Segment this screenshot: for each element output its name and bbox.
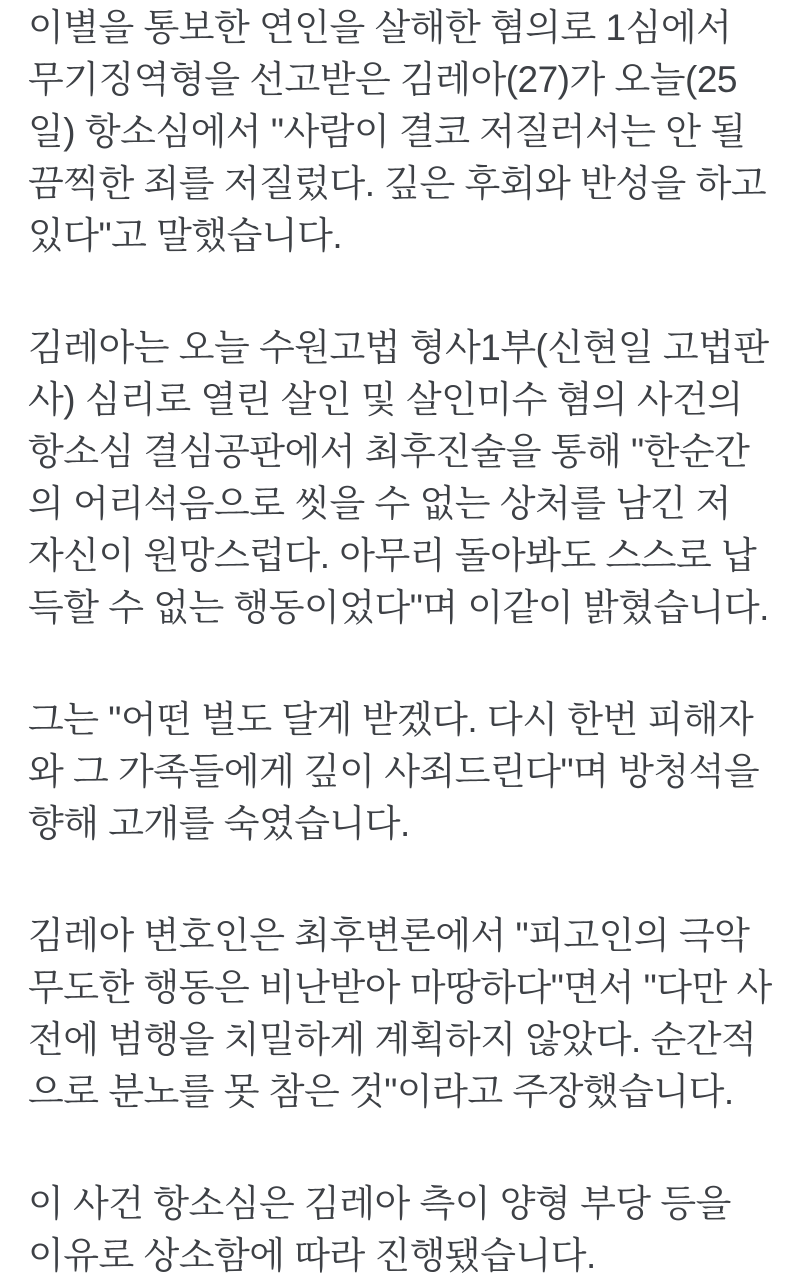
article-paragraph: 이별을 통보한 연인을 살해한 혐의로 1심에서 무기징역형을 선고받은 김레아(27)가 오늘(25일) 항소심에서 "사람이 결코 저질러서는 안 될 끔찍한 죄를 저질렀다. 깊은 후회와 반성을 하고 있다"고 말했습니다. xyxy=(28,7,767,256)
article-paragraph: 김레아는 오늘 수원고법 형사1부(신현일 고법판사) 심리로 열린 살인 및 살인미수 혐의 사건의 항소심 결심공판에서 최후진술을 통해 "한순간의 어리석음으로 씻을 수 없는 상처를 남긴 저 자신이 원망스럽다. 아무리 돌아봐도 스스로 납득할 수 없는 행동이었다"며 이같이 밝혔습니다. xyxy=(28,327,769,628)
article-paragraph: 김레아 변호인은 최후변론에서 "피고인의 극악무도한 행동은 비난받아 마땅하다"면서 "다만 사전에 범행을 치밀하게 계획하지 않았다. 순간적으로 분노를 못 참은 것"이라고 주장했습니다. xyxy=(28,915,772,1112)
article-paragraph: 그는 "어떤 벌도 달게 받겠다. 다시 한번 피해자와 그 가족들에게 깊이 사죄드린다"며 방청석을 향해 고개를 숙였습니다. xyxy=(28,699,760,844)
article-paragraph: 이 사건 항소심은 김레아 측이 양형 부당 등을 이유로 상소함에 따라 진행됐습니다. xyxy=(28,1183,731,1276)
